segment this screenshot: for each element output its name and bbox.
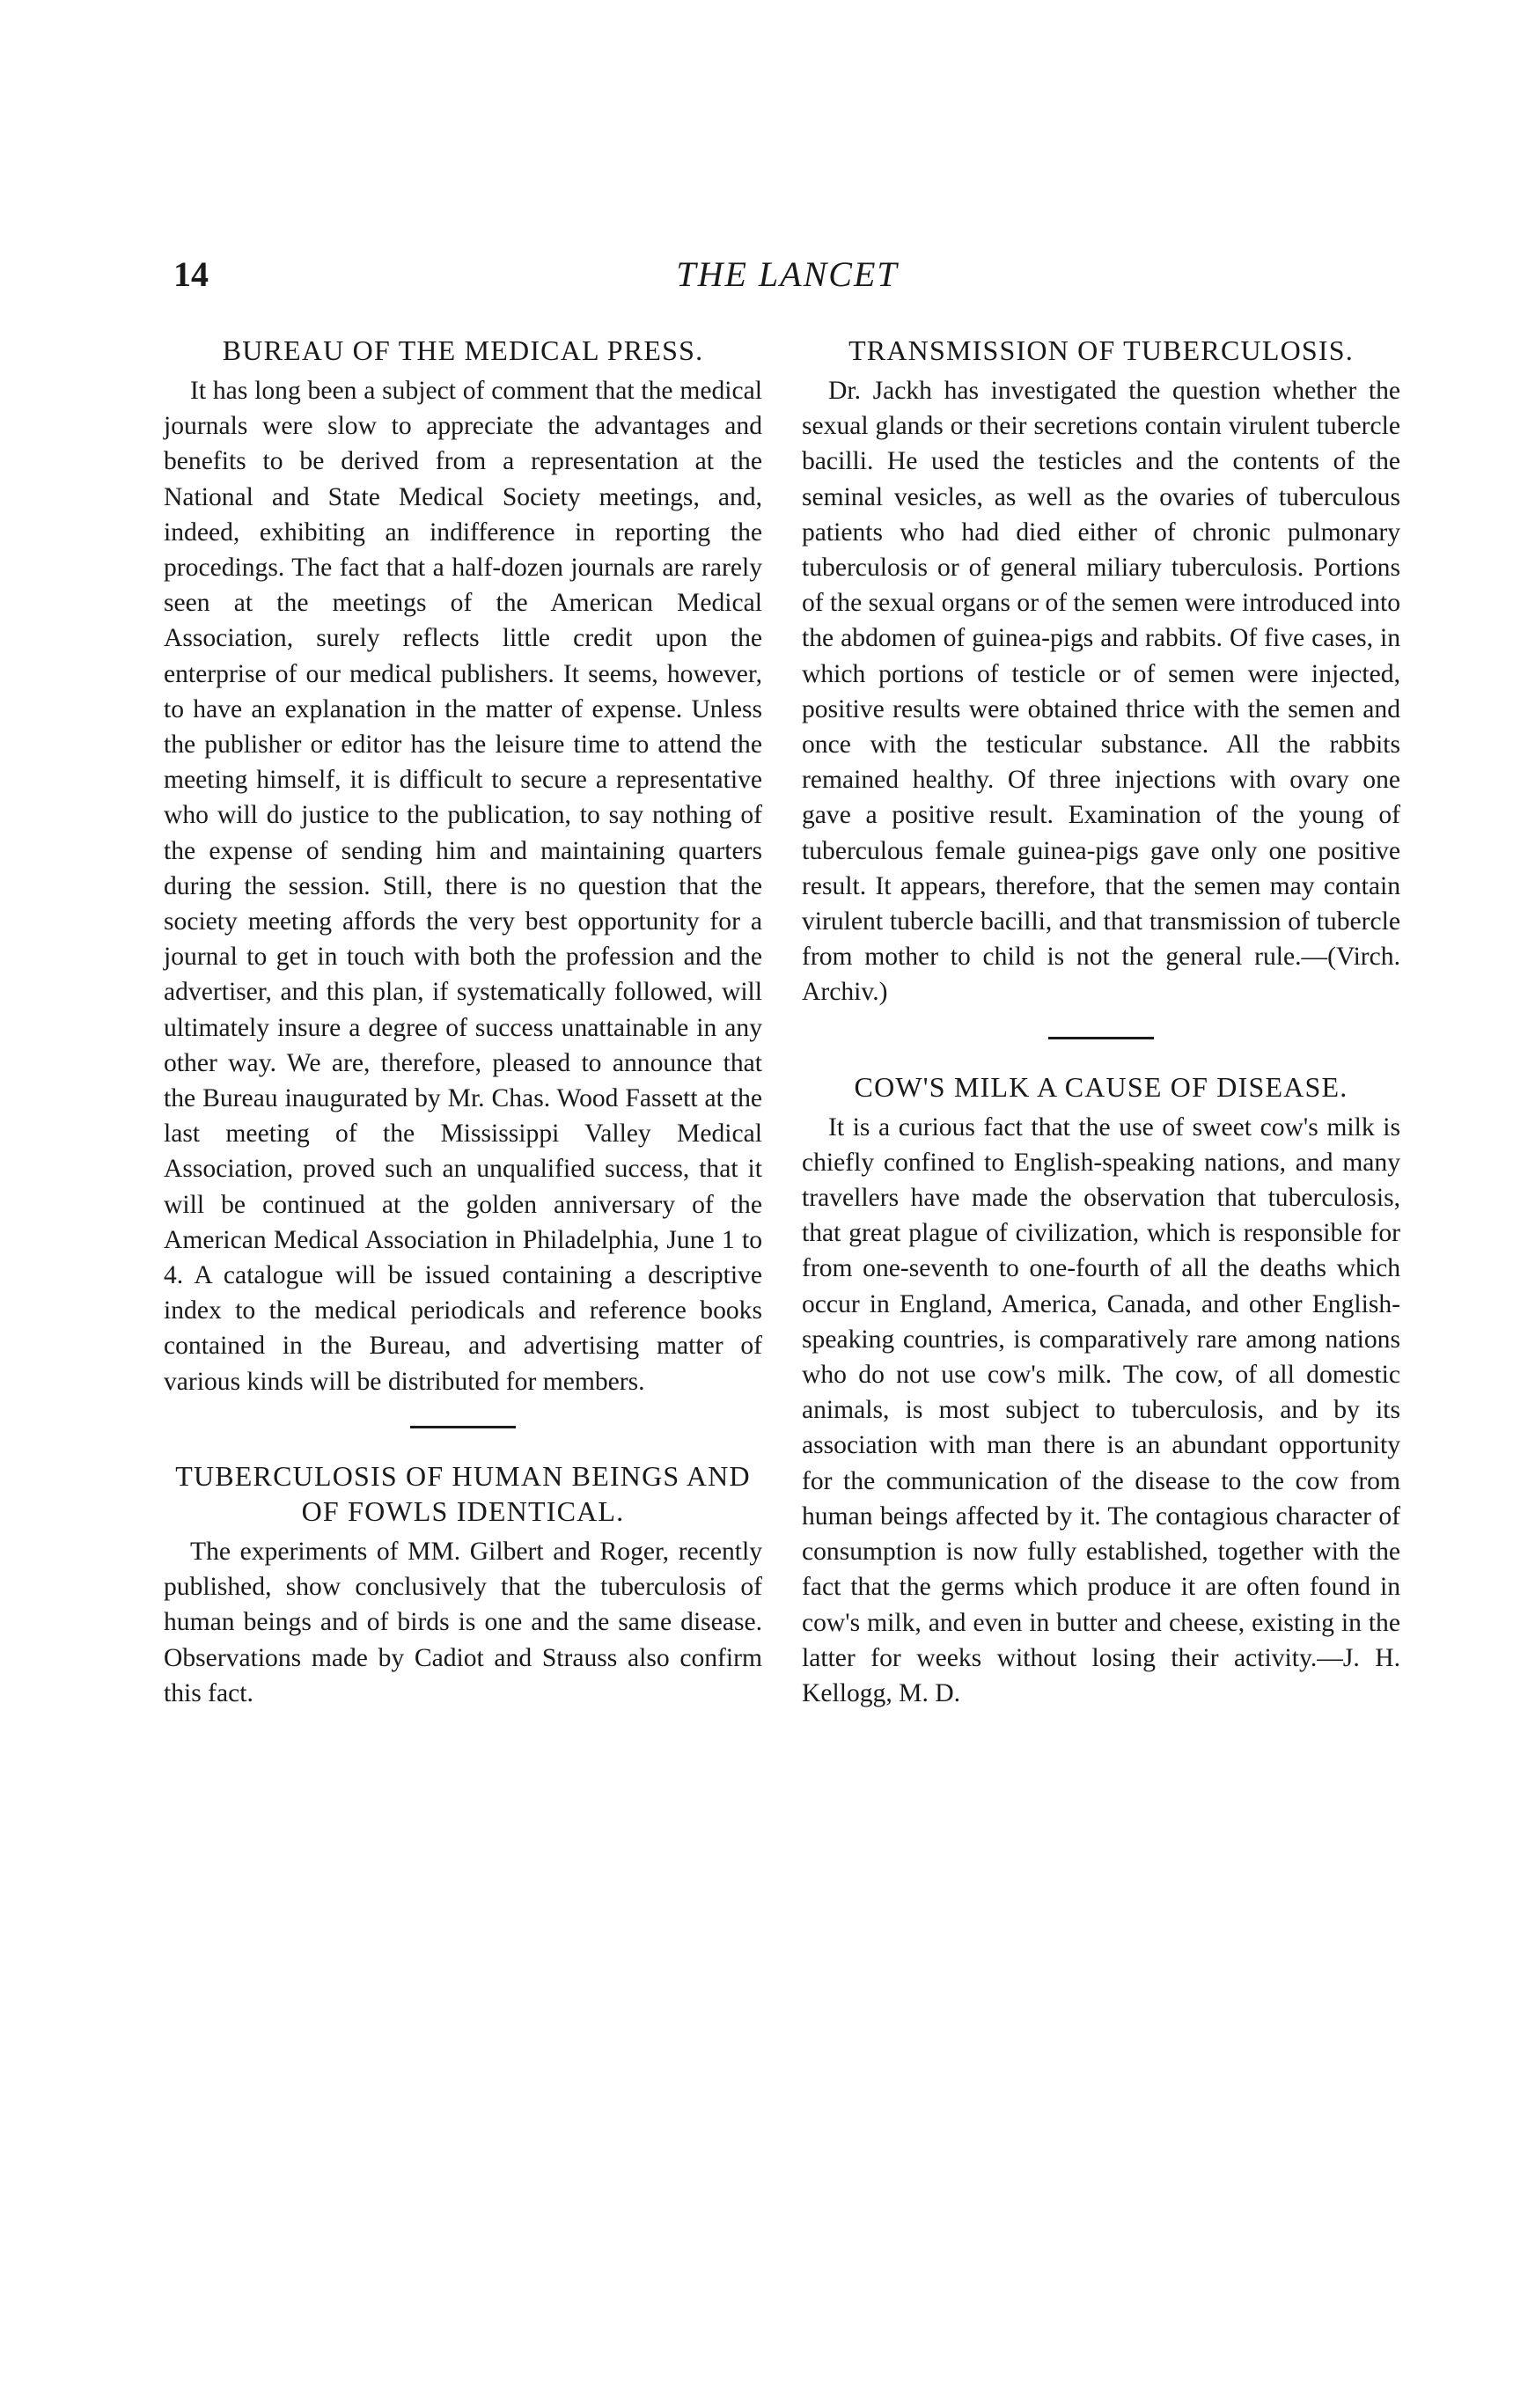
- article-bureau-medical-press: [164, 333, 762, 1399]
- article-body: It is a curious fact that the use of sweet cow's milk is chiefly confined to English-speaking nations, and many travellers have made the observation that tuberculosis, that great plague of civilization, which is responsible for from one-seventh to one-fourth of all the deaths which occur in England, America, Canada, and other English-speaking countries, is comparatively rare among nations who do not use cow's milk. The cow, of all domestic animals, is most subject to tuberculosis, and by its association with man there is an abundant opportunity for the communication of the disease to the cow from human beings affected by it. The contagious character of consumption is now fully established, together with the fact that the germs which produce it are often found in cow's milk, and even in butter and cheese, existing in the latter for weeks without losing their activity.—J. H. Kellogg, M. D.: [802, 1112, 1400, 1707]
- article-tuberculosis-fowls: [164, 1458, 762, 1711]
- article-heading: BUREAU OF THE MEDICAL PRESS.: [222, 334, 704, 366]
- section-divider: [1048, 1037, 1154, 1039]
- article-body: The experiments of MM. Gilbert and Roger, recently published, show conclusively that the tuberculosis of human beings and of birds is one and the same disease. Observations made by Cadiot and Strauss also confirm this fact.: [164, 1537, 762, 1707]
- article-cows-milk: [802, 1069, 1400, 1711]
- right-column: [802, 333, 1400, 1711]
- article-heading: COW'S MILK A CAUSE OF DISEASE.: [854, 1070, 1348, 1103]
- article-transmission-tuberculosis: [802, 333, 1400, 1010]
- article-heading: TRANSMISSION OF TUBERCULOSIS.: [848, 334, 1354, 366]
- article-heading: TUBERCULOSIS OF HUMAN BEINGS AND OF FOWLS IDENTICAL.: [175, 1459, 751, 1527]
- section-divider: [410, 1426, 516, 1428]
- left-column: [164, 333, 762, 1711]
- page-header: [173, 253, 1401, 306]
- journal-title: THE LANCET: [676, 254, 899, 294]
- article-body: Dr. Jackh has investigated the question whether the sexual glands or their secretions contain virulent tubercle bacilli. He used the testicles and the contents of the seminal vesicles, as well as the ovaries of tuberculous patients who had died either of chronic pulmonary tuberculosis or of general miliary tuberculosis. Portions of the sexual organs or of the semen were introduced into the abdomen of guinea-pigs and rabbits. Of five cases, in which portions of testicle or of semen were injected, positive results were obtained thrice with the semen and once with the testicular substance. All the rabbits remained healthy. Of three injections with ovary one gave a positive result. Examination of the young of tuberculous female guinea-pigs gave only one positive result. It appears, therefore, that the semen may contain virulent tubercle bacilli, and that transmission of tubercle from mother to child is not the general rule.—(Virch. Archiv.): [802, 377, 1400, 1007]
- page-number: 14: [173, 254, 209, 294]
- article-body: It has long been a subject of comment that the medical journals were slow to appreciate the advantages and benefits to be derived from a representation at the National and State Medical Society meetings, and, indeed, exhibiting an indifference in reporting the procedings. The fact that a half-dozen journals are rarely seen at the meetings of the American Medical Association, surely reflects little credit upon the enterprise of our medical publishers. It seems, however, to have an explanation in the matter of expense. Unless the publisher or editor has the leisure time to attend the meeting himself, it is difficult to secure a representative who will do justice to the publication, to say nothing of the expense of sending him and maintaining quarters during the session. Still, there is no question that the society meeting affords the very best opportunity for a journal to get in touch with both the profession and the advertiser, and this plan, if systematically followed, will ultimately insure a degree of success unattainable in any other way. We are, therefore, pleased to announce that the Bureau inaugurated by Mr. Chas. Wood Fassett at the last meeting of the Mississippi Valley Medical Association, proved such an unqualified success, that it will be continued at the golden anniversary of the American Medical Association in Philadelphia, June 1 to 4. A catalogue will be issued containing a descriptive index to the medical periodicals and reference books contained in the Bureau, and advertising matter of various kinds will be distributed for members.: [164, 377, 762, 1396]
